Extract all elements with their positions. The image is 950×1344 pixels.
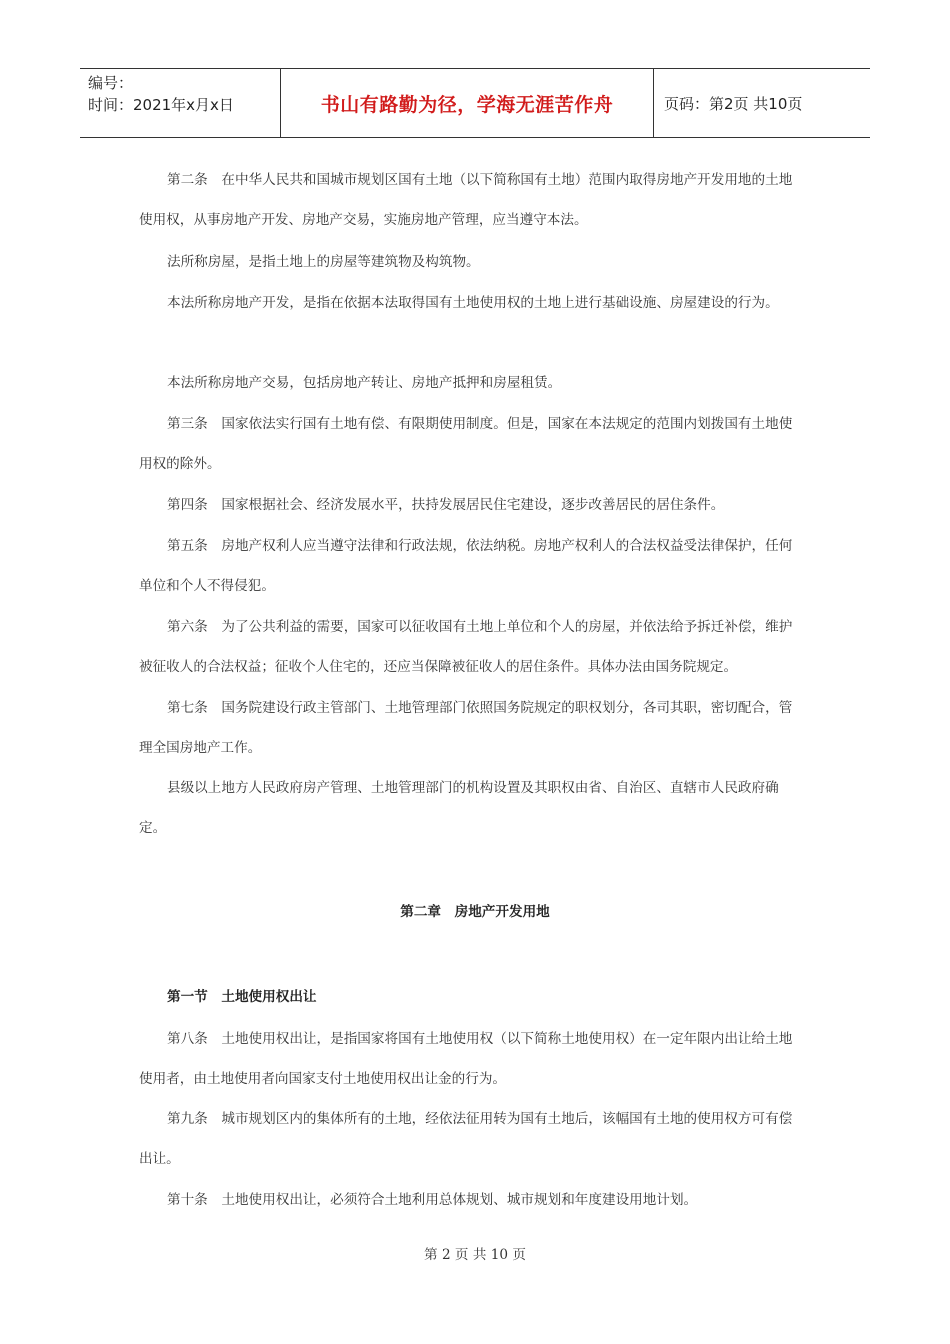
document-number-label: 编号： <box>88 74 134 92</box>
paragraph: 第九条 城市规划区内的集体所有的土地，经依法征用转为国有土地后，该幅国有土地的使用权方可有偿出让。 <box>139 1111 793 1167</box>
paragraph: 本法所称房地产交易，包括房地产转让、房地产抵押和房屋租赁。 <box>167 375 562 391</box>
paragraph: 法所称房屋，是指土地上的房屋等建筑物及构筑物。 <box>167 254 480 270</box>
header-motto: 书山有路勤为径，学海无涯苦作舟 <box>281 69 654 137</box>
paragraph: 第八条 土地使用权出让，是指国家将国有土地使用权（以下简称土地使用权）在一定年限内出让给土地使用者，由土地使用者向国家支付土地使用权出让金的行为。 <box>139 1031 793 1087</box>
page-header <box>80 68 870 138</box>
paragraph: 第七条 国务院建设行政主管部门、土地管理部门依照国务院规定的职权划分，各司其职，密切配合，管理全国房地产工作。 <box>139 700 793 756</box>
paragraph: 第十条 土地使用权出让，必须符合土地利用总体规划、城市规划和年度建设用地计划。 <box>167 1192 698 1208</box>
paragraph: 第六条 为了公共利益的需要，国家可以征收国有土地上单位和个人的房屋，并依法给予拆迁补偿，维护被征收人的合法权益；征收个人住宅的，还应当保障被征收人的居住条件。具体办法由国务院规定。 <box>139 619 793 675</box>
page-footer: 第 2 页 共 10 页 <box>424 1247 526 1263</box>
paragraph: 第二条 在中华人民共和国城市规划区国有土地（以下简称国有土地）范围内取得房地产开发用地的土地使用权，从事房地产开发、房地产交易，实施房地产管理，应当遵守本法。 <box>139 172 793 228</box>
header-page-info: 页码：第2页 共10页 <box>664 94 803 113</box>
header-meta <box>80 69 281 137</box>
paragraph: 第五条 房地产权利人应当遵守法律和行政法规，依法纳税。房地产权利人的合法权益受法律保护，任何单位和个人不得侵犯。 <box>139 538 793 594</box>
paragraph: 第三条 国家依法实行国有土地有偿、有限期使用制度。但是，国家在本法规定的范围内划拨国有土地使用权的除外。 <box>139 416 793 472</box>
document-time-label: 时间：2021年x月x日 <box>88 96 234 114</box>
section-title: 第一节 土地使用权出让 <box>167 989 317 1005</box>
paragraph: 本法所称房地产开发，是指在依据本法取得国有土地使用权的土地上进行基础设施、房屋建设的行为。 <box>167 295 779 311</box>
chapter-title: 第二章 房地产开发用地 <box>400 904 550 920</box>
paragraph: 县级以上地方人民政府房产管理、土地管理部门的机构设置及其职权由省、自治区、直辖市人民政府确定。 <box>139 780 779 836</box>
paragraph: 第四条 国家根据社会、经济发展水平，扶持发展居民住宅建设，逐步改善居民的居住条件。 <box>167 497 725 513</box>
